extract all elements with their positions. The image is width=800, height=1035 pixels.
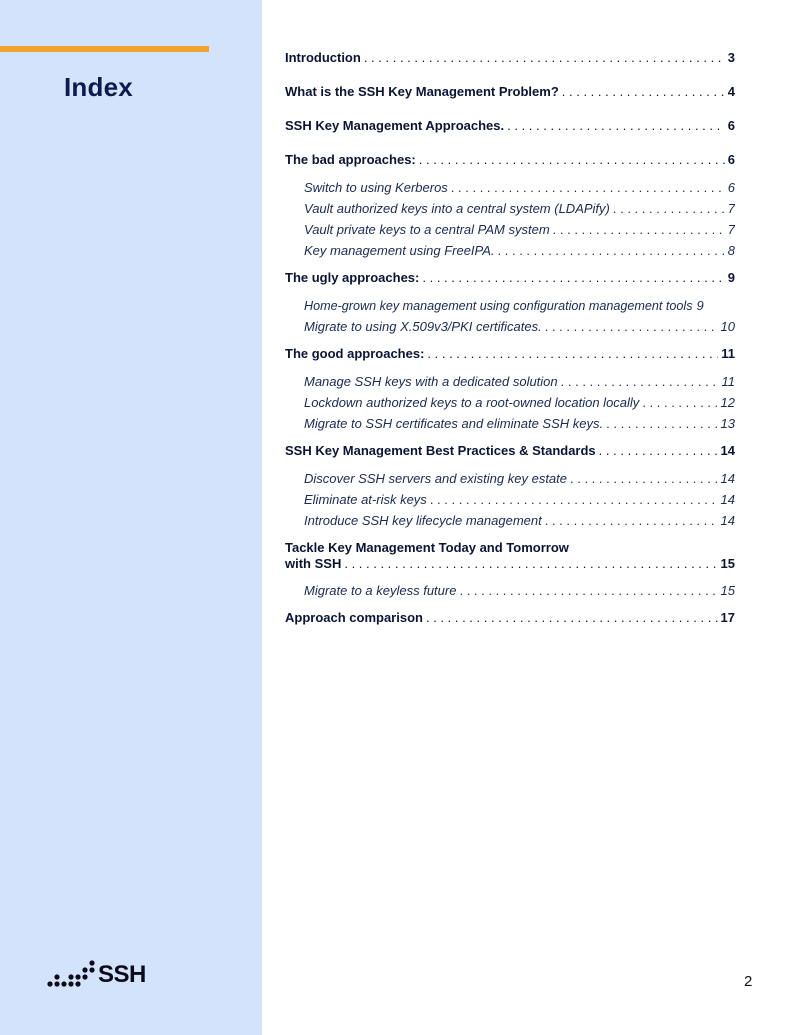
toc-page-number: 14 <box>720 471 735 486</box>
toc-entry-tackle-line1[interactable]: Tackle Key Management Today and Tomorrow <box>285 540 569 555</box>
toc-label: Introduce SSH key lifecycle management <box>304 513 542 528</box>
toc-subentry-dedicated-solution[interactable] <box>304 374 735 389</box>
toc-subentry-keyless[interactable] <box>304 583 735 598</box>
dot-leader <box>613 201 725 216</box>
toc-subentry-kerberos[interactable] <box>304 180 735 195</box>
toc-page-number: 15 <box>720 556 735 571</box>
toc-label: SSH Key Management Best Practices & Standards <box>285 443 596 458</box>
toc-page-number: 4 <box>727 84 735 99</box>
toc-label: Migrate to SSH certificates and eliminate SSH keys. <box>304 416 604 431</box>
toc-entry-good-approaches[interactable] <box>285 346 735 361</box>
toc-subentry-home-grown[interactable] <box>304 298 735 313</box>
toc-entry-tackle[interactable] <box>285 556 735 571</box>
toc-label: Switch to using Kerberos <box>304 180 448 195</box>
toc-label: The good approaches: <box>285 346 425 361</box>
logo-dots-icon <box>46 960 96 990</box>
toc-page-number: 10 <box>720 319 735 334</box>
toc-subentry-ldapify[interactable] <box>304 201 735 216</box>
dot-leader <box>427 346 718 361</box>
dot-leader <box>364 50 725 65</box>
dot-leader <box>553 222 725 237</box>
toc-page-number: 7 <box>727 201 735 216</box>
toc-page-number: 15 <box>720 583 735 598</box>
toc-entry-bad-approaches[interactable] <box>285 152 735 167</box>
toc-page-number: 7 <box>727 222 735 237</box>
dot-leader <box>459 583 717 598</box>
toc-label: Introduction <box>285 50 361 65</box>
toc-label: Lockdown authorized keys to a root-owned location locally <box>304 395 640 410</box>
page-number: 2 <box>744 973 753 990</box>
dot-leader <box>545 319 718 334</box>
dot-leader <box>606 416 717 431</box>
ssh-logo <box>46 958 146 992</box>
toc-label: Vault private keys to a central PAM system <box>304 222 550 237</box>
toc-page-number: 11 <box>721 346 735 361</box>
toc-entry-best-practices[interactable] <box>285 443 735 458</box>
dot-leader <box>344 556 717 571</box>
toc-entry-problem[interactable] <box>285 84 735 99</box>
toc-label: The ugly approaches: <box>285 270 420 285</box>
toc-label: SSH Key Management Approaches. <box>285 118 505 133</box>
toc-page-number: 11 <box>721 374 735 389</box>
toc-page-number: 8 <box>727 243 735 258</box>
toc-page-number: 6 <box>727 152 735 167</box>
toc-subentry-freeipa[interactable] <box>304 243 735 258</box>
toc-label: What is the SSH Key Management Problem? <box>285 84 559 99</box>
dot-leader <box>570 471 718 486</box>
toc-page-number: 13 <box>720 416 735 431</box>
toc-entry-approaches[interactable] <box>285 118 735 133</box>
toc-label: Eliminate at-risk keys <box>304 492 427 507</box>
toc-label: Manage SSH keys with a dedicated solution <box>304 374 558 389</box>
logo-wordmark: SSH <box>98 961 146 988</box>
toc-entry-ugly-approaches[interactable] <box>285 270 735 285</box>
dot-leader <box>422 270 724 285</box>
dot-leader <box>545 513 718 528</box>
toc-page-number: 6 <box>727 118 735 133</box>
toc-page-number: 17 <box>720 610 735 625</box>
toc-subentry-discover[interactable] <box>304 471 735 486</box>
page-title: Index <box>64 72 133 102</box>
toc-entry-introduction[interactable] <box>285 50 735 65</box>
dot-leader <box>498 243 725 258</box>
toc-subentry-eliminate[interactable] <box>304 492 735 507</box>
toc-subentry-lifecycle[interactable] <box>304 513 735 528</box>
toc-page-number: 14 <box>720 443 735 458</box>
toc-page-number: 3 <box>727 50 735 65</box>
dot-leader <box>642 395 717 410</box>
toc-page-number: 14 <box>720 513 735 528</box>
toc-label: Key management using FreeIPA. <box>304 243 495 258</box>
toc-subentry-lockdown[interactable] <box>304 395 735 410</box>
toc-page-number: 12 <box>720 395 735 410</box>
toc-label: Migrate to a keyless future <box>304 583 457 598</box>
toc-label: Home-grown key management using configuration management tools <box>304 299 693 313</box>
toc-subentry-pki[interactable] <box>304 319 735 334</box>
dot-leader <box>599 443 718 458</box>
toc-page-number: 9 <box>696 298 704 313</box>
toc-label: The bad approaches: <box>285 152 416 167</box>
toc-label: Migrate to using X.509v3/PKI certificates. <box>304 319 542 334</box>
dot-leader <box>419 152 725 167</box>
accent-bar <box>0 46 209 52</box>
dot-leader <box>426 610 718 625</box>
dot-leader <box>561 374 719 389</box>
dot-leader <box>507 118 725 133</box>
dot-leader <box>451 180 725 195</box>
toc-label: Vault authorized keys into a central system (LDAPify) <box>304 201 610 216</box>
toc-label: with SSH <box>285 556 342 571</box>
toc-subentry-ssh-certificates[interactable] <box>304 416 735 431</box>
toc-page-number: 6 <box>727 180 735 195</box>
dot-leader <box>430 492 718 507</box>
dot-leader <box>562 84 725 99</box>
sidebar-panel <box>0 0 262 1035</box>
toc-entry-comparison[interactable] <box>285 610 735 625</box>
toc-page-number: 9 <box>727 270 735 285</box>
toc-label: Discover SSH servers and existing key estate <box>304 471 567 486</box>
toc-label: Approach comparison <box>285 610 423 625</box>
toc-subentry-pam[interactable] <box>304 222 735 237</box>
toc-page-number: 14 <box>720 492 735 507</box>
